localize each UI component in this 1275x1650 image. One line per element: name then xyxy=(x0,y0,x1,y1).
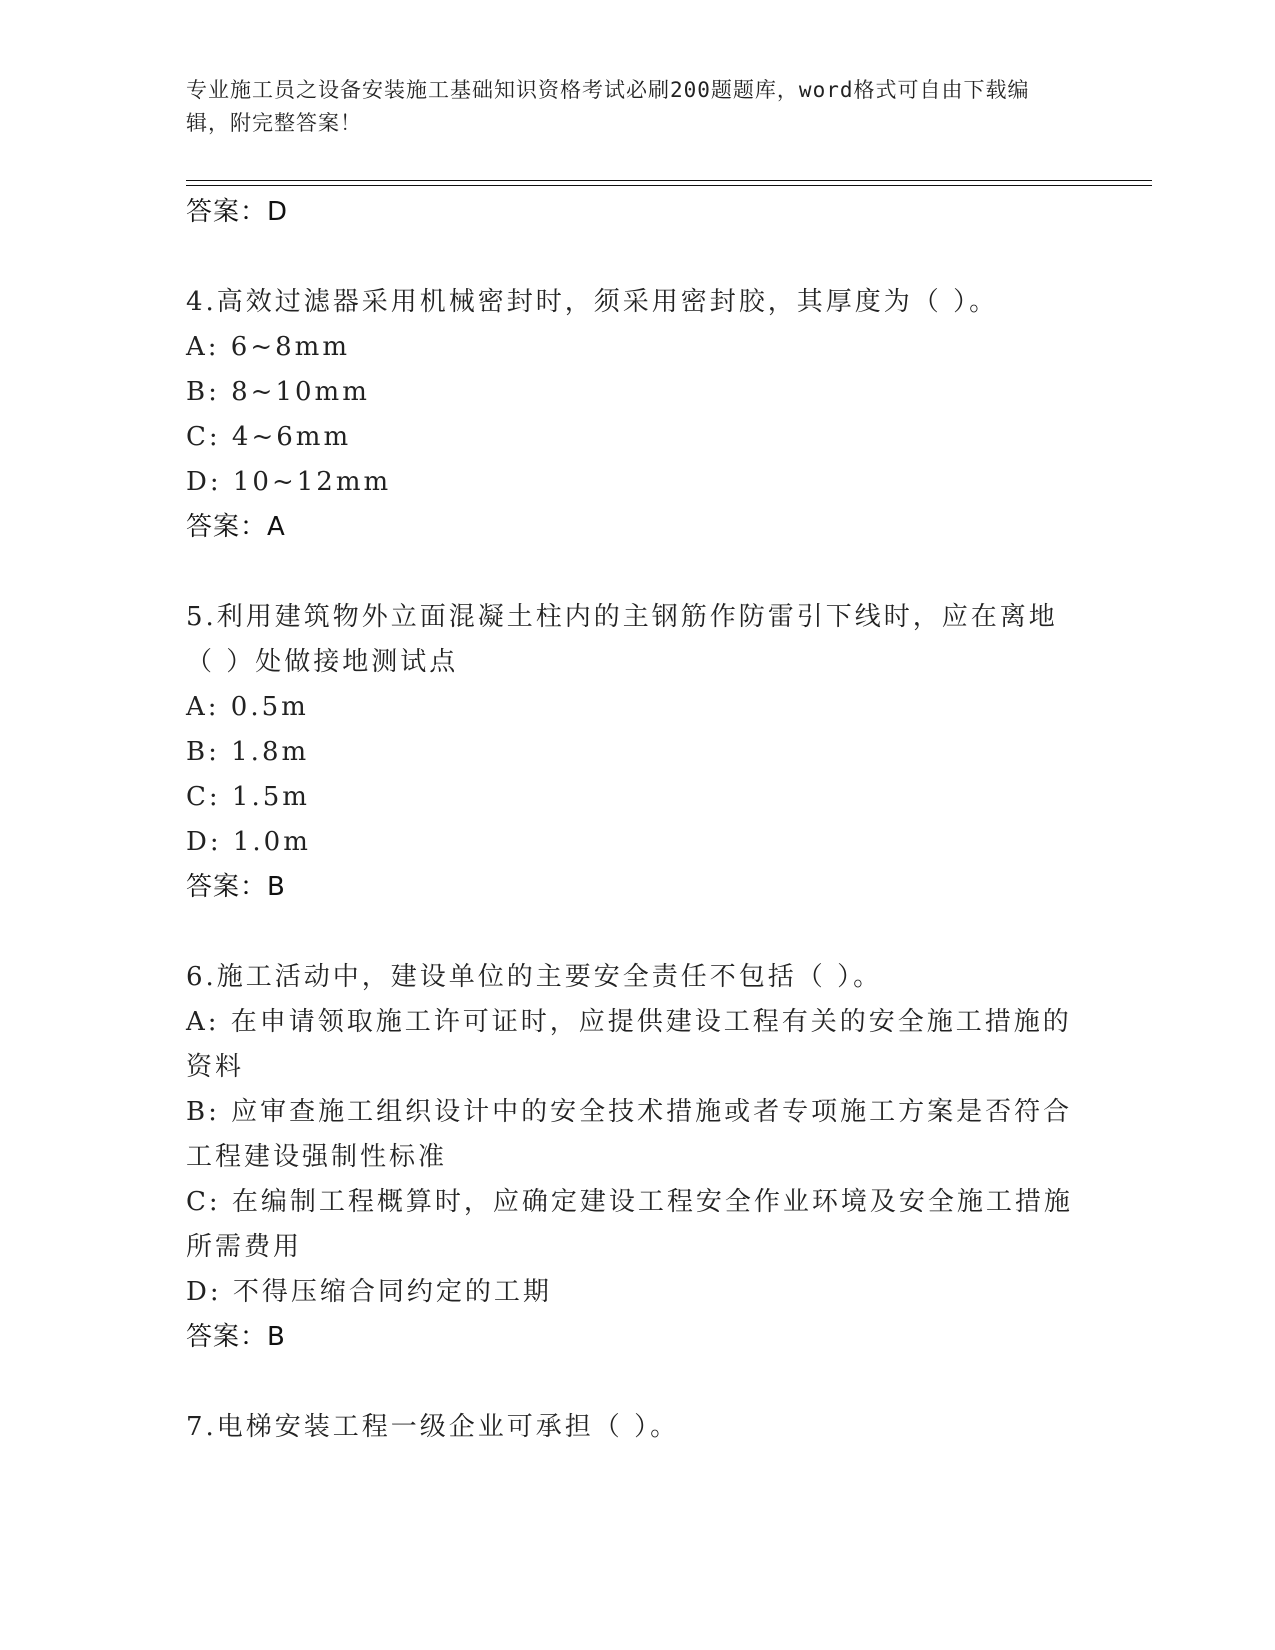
answer-line: 答案：D xyxy=(186,197,289,227)
option-c: C: 1.5m xyxy=(186,782,310,812)
spacer xyxy=(186,549,1086,595)
option-b: B: 1.8m xyxy=(186,737,310,767)
option-b: B: 8~10mm xyxy=(186,377,370,407)
question-text: 6.施工活动中，建设单位的主要安全责任不包括（ ）。 xyxy=(186,962,883,992)
option-a: A: 在申请领取施工许可证时，应提供建设工程有关的安全施工措施的资料 xyxy=(186,1007,1072,1082)
question-item xyxy=(186,595,1086,909)
option-b: B: 应审查施工组织设计中的安全技术措施或者专项施工方案是否符合工程建设强制性标准 xyxy=(186,1097,1073,1172)
page-header: 专业施工员之设备安装施工基础知识资格考试必刷200题题库，word格式可自由下载编辑，附完整答案！ xyxy=(186,78,1030,135)
answer-line: 答案：B xyxy=(186,872,286,902)
answer-line: 答案：A xyxy=(186,512,286,542)
header-rule xyxy=(186,180,1152,181)
question-text: 4.高效过滤器采用机械密封时，须采用密封胶，其厚度为（ ）。 xyxy=(186,287,999,317)
answer-line: 答案：B xyxy=(186,1322,286,1352)
spacer xyxy=(186,1359,1086,1405)
option-c: C: 在编制工程概算时，应确定建设工程安全作业环境及安全施工措施所需费用 xyxy=(186,1187,1073,1262)
question-text: 5.利用建筑物外立面混凝土柱内的主钢筋作防雷引下线时，应在离地（ ）处做接地测试点 xyxy=(186,602,1058,677)
option-c: C: 4~6mm xyxy=(186,422,352,452)
question-list xyxy=(186,190,1086,1450)
spacer xyxy=(186,234,1086,280)
option-a: A: 0.5m xyxy=(186,692,309,722)
option-d: D: 10~12mm xyxy=(186,467,392,497)
question-text: 7.电梯安装工程一级企业可承担（ ）。 xyxy=(186,1412,680,1442)
question-item xyxy=(186,955,1086,1359)
spacer xyxy=(186,909,1086,955)
option-d: D: 1.0m xyxy=(186,827,311,857)
question-item xyxy=(186,280,1086,549)
option-a: A: 6~8mm xyxy=(186,332,350,362)
header-rule-double xyxy=(186,185,1152,186)
question-item xyxy=(186,1405,1086,1450)
option-d: D: 不得压缩合同约定的工期 xyxy=(186,1277,552,1307)
